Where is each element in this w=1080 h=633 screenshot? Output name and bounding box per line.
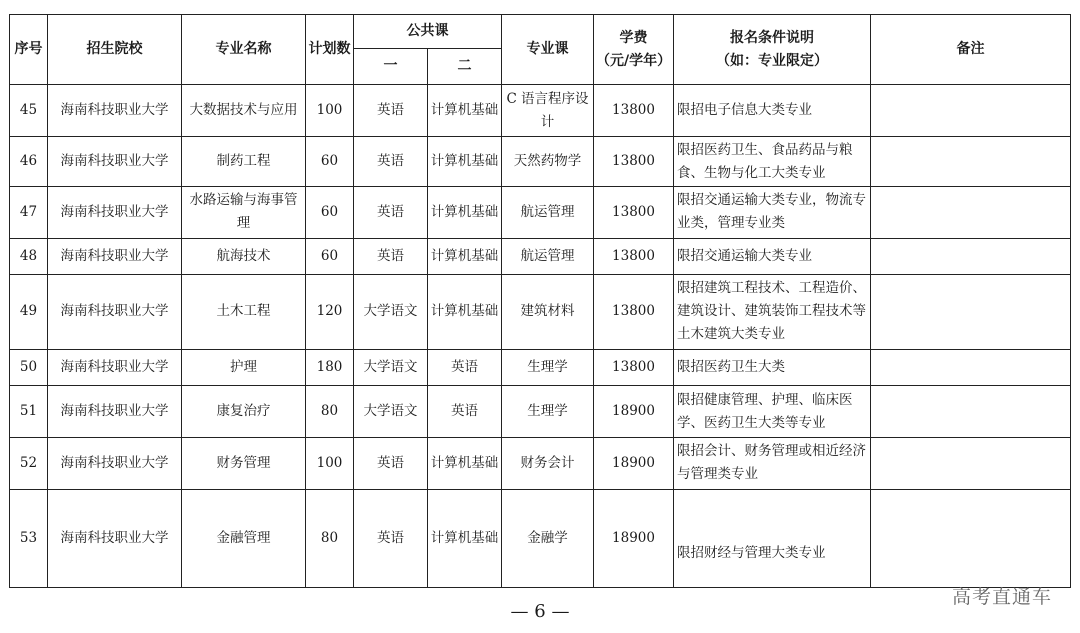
cell-major: 大数据技术与应用 bbox=[182, 85, 306, 137]
cell-school: 海南科技职业大学 bbox=[48, 350, 182, 386]
header-conditions-line2: （如：专业限定） bbox=[716, 52, 828, 69]
cell-public-1: 大学语文 bbox=[354, 274, 428, 349]
cell-conditions: 限招交通运输大类专业，物流专业类，管理专业类 bbox=[674, 187, 871, 238]
cell-public-2: 计算机基础 bbox=[428, 274, 502, 349]
table-row bbox=[10, 137, 1071, 187]
cell-remarks bbox=[871, 187, 1071, 238]
cell-public-1: 英语 bbox=[354, 438, 428, 489]
cell-major: 制药工程 bbox=[182, 137, 306, 187]
header-school: 招生院校 bbox=[48, 15, 182, 85]
header-plan: 计划数 bbox=[306, 15, 354, 85]
cell-seq: 52 bbox=[10, 438, 48, 489]
cell-conditions: 限招电子信息大类专业 bbox=[674, 85, 871, 137]
cell-seq: 50 bbox=[10, 350, 48, 386]
cell-public-2: 计算机基础 bbox=[428, 137, 502, 187]
cell-plan: 120 bbox=[306, 274, 354, 349]
header-tuition-line2: （元/学年） bbox=[596, 52, 672, 69]
cell-major: 金融管理 bbox=[182, 489, 306, 587]
cell-public-2: 英语 bbox=[428, 386, 502, 438]
cell-remarks bbox=[871, 137, 1071, 187]
header-tuition-line1: 学费 bbox=[619, 29, 648, 46]
cell-public-1: 英语 bbox=[354, 85, 428, 137]
cell-public-1: 大学语文 bbox=[354, 386, 428, 438]
cell-major: 土木工程 bbox=[182, 274, 306, 349]
cell-public-2: 计算机基础 bbox=[428, 238, 502, 274]
cell-conditions: 限招医药卫生、食品药品与粮食、生物与化工大类专业 bbox=[674, 137, 871, 187]
cell-tuition: 13800 bbox=[594, 238, 674, 274]
header-public-course: 公共课 bbox=[354, 15, 502, 49]
header-conditions bbox=[674, 15, 871, 85]
cell-seq: 46 bbox=[10, 137, 48, 187]
cell-school: 海南科技职业大学 bbox=[48, 137, 182, 187]
cell-public-2: 计算机基础 bbox=[428, 85, 502, 137]
cell-conditions: 限招医药卫生大类 bbox=[674, 350, 871, 386]
cell-seq: 45 bbox=[10, 85, 48, 137]
cell-major: 水路运输与海事管理 bbox=[182, 187, 306, 238]
cell-tuition: 13800 bbox=[594, 187, 674, 238]
cell-major: 康复治疗 bbox=[182, 386, 306, 438]
table-row bbox=[10, 386, 1071, 438]
cell-tuition: 13800 bbox=[594, 274, 674, 349]
header-tuition bbox=[594, 15, 674, 85]
cell-major-course: 生理学 bbox=[502, 350, 594, 386]
cell-plan: 80 bbox=[306, 489, 354, 587]
cell-plan: 60 bbox=[306, 187, 354, 238]
header-conditions-line1: 报名条件说明 bbox=[730, 29, 814, 46]
admissions-table bbox=[9, 14, 1071, 588]
cell-school: 海南科技职业大学 bbox=[48, 438, 182, 489]
cell-major-course: 建筑材料 bbox=[502, 274, 594, 349]
cell-major-course: 航运管理 bbox=[502, 187, 594, 238]
cell-remarks bbox=[871, 238, 1071, 274]
cell-plan: 100 bbox=[306, 438, 354, 489]
cell-public-2: 计算机基础 bbox=[428, 438, 502, 489]
header-seq: 序号 bbox=[10, 15, 48, 85]
header-major-course: 专业课 bbox=[502, 15, 594, 85]
cell-remarks bbox=[871, 489, 1071, 587]
cell-conditions: 限招建筑工程技术、工程造价、建筑设计、建筑装饰工程技术等土木建筑大类专业 bbox=[674, 274, 871, 349]
cell-public-2: 英语 bbox=[428, 350, 502, 386]
cell-plan: 60 bbox=[306, 137, 354, 187]
cell-tuition: 18900 bbox=[594, 386, 674, 438]
table-row bbox=[10, 85, 1071, 137]
cell-seq: 49 bbox=[10, 274, 48, 349]
cell-seq: 48 bbox=[10, 238, 48, 274]
cell-tuition: 13800 bbox=[594, 137, 674, 187]
cell-school: 海南科技职业大学 bbox=[48, 386, 182, 438]
cell-conditions: 限招健康管理、护理、临床医学、医药卫生大类等专业 bbox=[674, 386, 871, 438]
cell-major-course: 财务会计 bbox=[502, 438, 594, 489]
page-number: — 6 — bbox=[510, 601, 570, 622]
cell-school: 海南科技职业大学 bbox=[48, 187, 182, 238]
table-row bbox=[10, 438, 1071, 489]
cell-major-course: 航运管理 bbox=[502, 238, 594, 274]
cell-remarks bbox=[871, 386, 1071, 438]
cell-school: 海南科技职业大学 bbox=[48, 85, 182, 137]
cell-conditions: 限招会计、财务管理或相近经济与管理类专业 bbox=[674, 438, 871, 489]
cell-plan: 80 bbox=[306, 386, 354, 438]
cell-public-1: 英语 bbox=[354, 137, 428, 187]
cell-remarks bbox=[871, 85, 1071, 137]
cell-seq: 51 bbox=[10, 386, 48, 438]
cell-remarks bbox=[871, 350, 1071, 386]
table-row bbox=[10, 274, 1071, 349]
cell-public-2: 计算机基础 bbox=[428, 187, 502, 238]
cell-major: 财务管理 bbox=[182, 438, 306, 489]
cell-school: 海南科技职业大学 bbox=[48, 238, 182, 274]
header-major: 专业名称 bbox=[182, 15, 306, 85]
watermark: 高考直通车 bbox=[951, 586, 1052, 608]
cell-seq: 53 bbox=[10, 489, 48, 587]
table-row bbox=[10, 350, 1071, 386]
cell-major: 护理 bbox=[182, 350, 306, 386]
cell-major: 航海技术 bbox=[182, 238, 306, 274]
cell-school: 海南科技职业大学 bbox=[48, 274, 182, 349]
header-public-2: 二 bbox=[428, 49, 502, 85]
cell-tuition: 13800 bbox=[594, 350, 674, 386]
cell-remarks bbox=[871, 274, 1071, 349]
cell-tuition: 18900 bbox=[594, 438, 674, 489]
table-row bbox=[10, 238, 1071, 274]
cell-public-1: 英语 bbox=[354, 489, 428, 587]
cell-public-1: 大学语文 bbox=[354, 350, 428, 386]
cell-public-1: 英语 bbox=[354, 187, 428, 238]
cell-remarks bbox=[871, 438, 1071, 489]
table-row bbox=[10, 489, 1071, 587]
cell-major-course: C 语言程序设计 bbox=[502, 85, 594, 137]
header-remarks: 备注 bbox=[871, 15, 1071, 85]
cell-tuition: 13800 bbox=[594, 85, 674, 137]
cell-major-course: 金融学 bbox=[502, 489, 594, 587]
cell-plan: 180 bbox=[306, 350, 354, 386]
cell-plan: 60 bbox=[306, 238, 354, 274]
cell-public-1: 英语 bbox=[354, 238, 428, 274]
cell-major-course: 天然药物学 bbox=[502, 137, 594, 187]
cell-conditions: 限招财经与管理大类专业 bbox=[674, 489, 871, 587]
table-row bbox=[10, 187, 1071, 238]
cell-school: 海南科技职业大学 bbox=[48, 489, 182, 587]
cell-plan: 100 bbox=[306, 85, 354, 137]
header-public-1: 一 bbox=[354, 49, 428, 85]
cell-major-course: 生理学 bbox=[502, 386, 594, 438]
cell-public-2: 计算机基础 bbox=[428, 489, 502, 587]
cell-tuition: 18900 bbox=[594, 489, 674, 587]
cell-conditions: 限招交通运输大类专业 bbox=[674, 238, 871, 274]
cell-seq: 47 bbox=[10, 187, 48, 238]
